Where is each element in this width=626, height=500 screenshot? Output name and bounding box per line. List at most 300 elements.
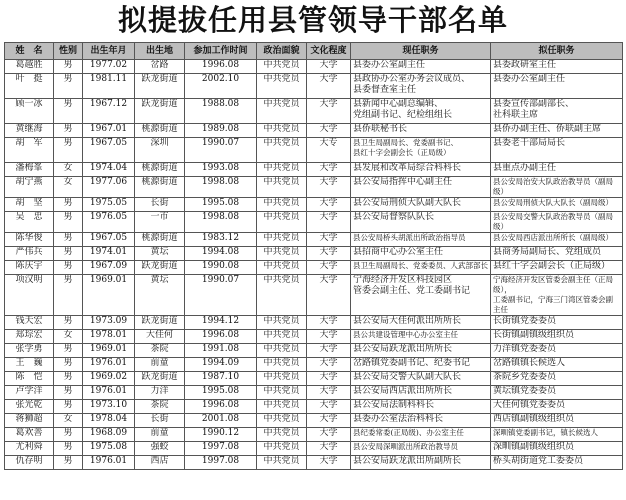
cell-current-post [351, 99, 491, 124]
cell-gender: 男 [54, 428, 83, 442]
table-row [5, 198, 623, 212]
cell-proposed-post [491, 344, 623, 358]
cell-birthplace: 桃源街道 [135, 163, 185, 177]
cell-birth: 1973.09 [83, 316, 135, 330]
post-line: 党组副书记、纪检组组长 [353, 110, 453, 120]
cell-birth: 1967.01 [83, 124, 135, 138]
cell-party: 中共党员 [257, 233, 307, 247]
cell-birthplace: 长街 [135, 198, 185, 212]
cell-current-post [351, 163, 491, 177]
cell-birthplace: 茶院 [135, 344, 185, 358]
cell-gender: 女 [54, 330, 83, 344]
cell-party: 中共党员 [257, 60, 307, 74]
cell-birthplace: 跃龙街道 [135, 99, 185, 124]
cell-birth: 1974.04 [83, 163, 135, 177]
cell-proposed-post [491, 212, 623, 233]
table-row [5, 316, 623, 330]
post-line: 县红十字会副会长（正局级） [493, 261, 611, 271]
cell-name: 卢学洋 [5, 386, 54, 400]
post-line: 县公安局指挥中心副主任 [353, 177, 453, 187]
cell-party: 中共党员 [257, 275, 307, 316]
cell-birthplace: 桃源街道 [135, 233, 185, 247]
post-line: 长街镇党委委员 [493, 316, 557, 326]
post-line: 县委办公室副主任 [493, 74, 566, 84]
cell-name: 葛越胜 [5, 60, 54, 74]
cell-proposed-post [491, 442, 623, 456]
cell-birth: 1978.04 [83, 414, 135, 428]
post-line: 县公安局西店派出所所长（副局级） [493, 233, 613, 242]
cell-birth: 1968.09 [83, 428, 135, 442]
cell-current-post [351, 358, 491, 372]
cell-proposed-post [491, 74, 623, 99]
cell-gender: 男 [54, 344, 83, 358]
cell-name: 张光乾 [5, 400, 54, 414]
post-line: 县委办公室法治科科长 [353, 414, 444, 424]
cell-name: 蒋狮超 [5, 414, 54, 428]
cell-current-post [351, 344, 491, 358]
cell-birth: 1981.11 [83, 74, 135, 99]
cell-party: 中共党员 [257, 442, 307, 456]
cell-proposed-post [491, 60, 623, 74]
cell-gender: 男 [54, 247, 83, 261]
cell-proposed-post [491, 275, 623, 316]
cell-gender: 男 [54, 74, 83, 99]
cell-education: 大学 [307, 74, 351, 99]
cell-birth: 1967.05 [83, 233, 135, 247]
cell-work-start: 2002.10 [185, 74, 257, 99]
cell-gender: 男 [54, 316, 83, 330]
cell-birthplace: 跃龙街道 [135, 261, 185, 275]
cell-name: 陈庆宇 [5, 261, 54, 275]
cell-party: 中共党员 [257, 74, 307, 99]
cell-proposed-post [491, 330, 623, 344]
table-row [5, 177, 623, 198]
post-line: 大佳何镇党委委员 [493, 400, 566, 410]
cell-education: 大学 [307, 124, 351, 138]
cell-gender: 男 [54, 442, 83, 456]
cell-birthplace: 跃龙街道 [135, 74, 185, 99]
cell-name: 严伟兵 [5, 247, 54, 261]
post-line: 县招商中心办公室主任 [353, 247, 444, 257]
cell-birth: 1976.05 [83, 212, 135, 233]
table-row [5, 456, 623, 470]
cell-proposed-post [491, 247, 623, 261]
table-row [5, 163, 623, 177]
cell-education: 大学 [307, 99, 351, 124]
cell-gender: 女 [54, 177, 83, 198]
cell-work-start: 1994.12 [185, 316, 257, 330]
cell-name: 葛欢善 [5, 428, 54, 442]
cell-gender: 男 [54, 138, 83, 163]
post-line: 岔路镇党委副书记、纪委书记 [353, 358, 471, 368]
post-line: 县委老干部局局长 [493, 138, 566, 148]
cell-gender: 男 [54, 212, 83, 233]
header-name: 姓 名 [5, 43, 54, 60]
cell-gender: 男 [54, 261, 83, 275]
cell-birth: 1969.01 [83, 275, 135, 316]
cell-gender: 男 [54, 60, 83, 74]
cell-birthplace: 强蛟 [135, 442, 185, 456]
cell-current-post [351, 442, 491, 456]
post-line: 县委宣传部副部长、 [493, 99, 575, 109]
cell-birth: 1976.01 [83, 358, 135, 372]
header-birthplace: 出生地 [135, 43, 185, 60]
table-row [5, 372, 623, 386]
cell-education: 大学 [307, 247, 351, 261]
cell-birthplace: 黄坛 [135, 247, 185, 261]
post-line: 县委办公室副主任 [353, 60, 426, 70]
cell-party: 中共党员 [257, 247, 307, 261]
cell-proposed-post [491, 163, 623, 177]
table-row [5, 99, 623, 124]
table-row [5, 386, 623, 400]
post-line: 县公安局深甽派出所政治教导员 [353, 442, 458, 451]
table-row [5, 60, 623, 74]
cell-party: 中共党员 [257, 414, 307, 428]
cell-proposed-post [491, 99, 623, 124]
cell-work-start: 1996.08 [185, 60, 257, 74]
post-line: 县新闻中心副总编辑、 [353, 99, 444, 109]
cell-gender: 男 [54, 99, 83, 124]
post-line: 县政协办公室办务会议成员、 [353, 74, 471, 84]
cell-current-post [351, 316, 491, 330]
cell-name: 胡宁燕 [5, 177, 54, 198]
post-line: 县公安局督察队队长 [353, 212, 435, 222]
post-line: 深甽镇党委副书记，镇长候选人 [493, 428, 598, 437]
post-line: 桥头胡街道党工委委员 [493, 456, 584, 466]
cell-gender: 男 [54, 386, 83, 400]
cell-work-start: 1989.08 [185, 124, 257, 138]
cell-current-post [351, 74, 491, 99]
post-line: 县商务局副局长、党组成员 [493, 247, 602, 257]
table-row [5, 261, 623, 275]
cell-birth: 1976.01 [83, 456, 135, 470]
header-work-start: 参加工作时间 [185, 43, 257, 60]
cell-name: 张学勇 [5, 344, 54, 358]
post-line: 宁海经济开发区科技园区 [353, 275, 453, 285]
table-row [5, 124, 623, 138]
cell-education: 大学 [307, 233, 351, 247]
cell-work-start: 1996.08 [185, 330, 257, 344]
cell-name: 项汉明 [5, 275, 54, 316]
cell-current-post [351, 428, 491, 442]
post-line: 县委政研室主任 [493, 60, 557, 70]
cell-birthplace: 前童 [135, 358, 185, 372]
cell-work-start: 1997.08 [185, 456, 257, 470]
cell-name: 仇存明 [5, 456, 54, 470]
table-row [5, 212, 623, 233]
cell-name: 顾一冰 [5, 99, 54, 124]
cell-proposed-post [491, 386, 623, 400]
cell-name: 胡 坚 [5, 198, 54, 212]
cell-education: 大学 [307, 163, 351, 177]
cell-gender: 男 [54, 400, 83, 414]
post-line: 县公共建设管理中心办公室主任 [353, 330, 458, 339]
cell-gender: 男 [54, 358, 83, 372]
cell-gender: 男 [54, 275, 83, 316]
cell-current-post [351, 456, 491, 470]
cell-party: 中共党员 [257, 330, 307, 344]
cell-current-post [351, 247, 491, 261]
cell-work-start: 1994.09 [185, 358, 257, 372]
cell-current-post [351, 198, 491, 212]
cell-gender: 男 [54, 198, 83, 212]
cell-party: 中共党员 [257, 358, 307, 372]
table-body [5, 60, 623, 470]
table-row [5, 344, 623, 358]
cell-party: 中共党员 [257, 198, 307, 212]
cell-proposed-post [491, 316, 623, 330]
cell-birth: 1973.10 [83, 400, 135, 414]
table-row [5, 275, 623, 316]
cell-proposed-post [491, 400, 623, 414]
cell-party: 中共党员 [257, 99, 307, 124]
cell-education: 大学 [307, 261, 351, 275]
post-line: 县发展和改革局综合科科长 [353, 163, 462, 173]
cell-birth: 1978.01 [83, 330, 135, 344]
page-title: 拟提拔任用县管领导干部名单 [117, 3, 508, 37]
table-row [5, 233, 623, 247]
table-row [5, 330, 623, 344]
cell-party: 中共党员 [257, 163, 307, 177]
cell-name: 王 巍 [5, 358, 54, 372]
post-line: 长街镇副镇级组织员 [493, 330, 575, 340]
cell-birth: 1977.06 [83, 177, 135, 198]
table-row [5, 414, 623, 428]
table-row [5, 138, 623, 163]
post-line: 县公安局交警大队副大队长 [353, 372, 462, 382]
cell-proposed-post [491, 138, 623, 163]
cadre-table [4, 42, 623, 470]
cell-birth: 1975.08 [83, 442, 135, 456]
post-line: 社科联主席 [493, 110, 539, 120]
post-line: 县公安局大佳何派出所所长 [353, 316, 462, 326]
cell-education: 大学 [307, 400, 351, 414]
header-gender: 性别 [54, 43, 83, 60]
cell-work-start: 1991.08 [185, 344, 257, 358]
cell-birth: 1967.05 [83, 138, 135, 163]
cell-work-start: 1996.08 [185, 400, 257, 414]
cell-work-start: 1997.08 [185, 442, 257, 456]
cell-proposed-post [491, 358, 623, 372]
post-line: 县公安局法制科科长 [353, 400, 435, 410]
cell-birthplace: 一市 [135, 212, 185, 233]
cell-work-start: 1988.08 [185, 99, 257, 124]
cell-gender: 女 [54, 163, 83, 177]
cell-party: 中共党员 [257, 344, 307, 358]
cell-current-post [351, 177, 491, 198]
cell-birth: 1969.02 [83, 372, 135, 386]
cell-name: 陈华俊 [5, 233, 54, 247]
cell-name: 吴 忠 [5, 212, 54, 233]
post-line: 县公安局治安大队政治教导员（副局级） [493, 177, 613, 196]
cell-party: 中共党员 [257, 456, 307, 470]
cell-party: 中共党员 [257, 261, 307, 275]
cell-name: 尤利舜 [5, 442, 54, 456]
cell-current-post [351, 212, 491, 233]
cell-current-post [351, 138, 491, 163]
cell-birth: 1976.01 [83, 386, 135, 400]
cell-name: 叶 挺 [5, 74, 54, 99]
cell-birthplace: 岔路 [135, 60, 185, 74]
cell-birthplace: 力洋 [135, 386, 185, 400]
cell-birthplace: 深圳 [135, 138, 185, 163]
cell-current-post [351, 386, 491, 400]
cell-party: 中共党员 [257, 400, 307, 414]
cell-proposed-post [491, 372, 623, 386]
post-line: 县公安局跃龙派出所副所长 [353, 456, 462, 466]
cell-name: 黄继海 [5, 124, 54, 138]
cell-proposed-post [491, 124, 623, 138]
cell-proposed-post [491, 414, 623, 428]
cell-education: 大学 [307, 414, 351, 428]
cell-work-start: 1990.07 [185, 138, 257, 163]
cell-work-start: 1983.12 [185, 233, 257, 247]
cell-birth: 1977.02 [83, 60, 135, 74]
cell-birthplace: 黄坛 [135, 275, 185, 316]
post-line: 深甽镇副镇级组织员 [493, 442, 575, 452]
cell-birth: 1967.12 [83, 99, 135, 124]
cell-birthplace: 长街 [135, 414, 185, 428]
cell-party: 中共党员 [257, 316, 307, 330]
cell-gender: 男 [54, 233, 83, 247]
cell-proposed-post [491, 233, 623, 247]
cell-party: 中共党员 [257, 428, 307, 442]
post-line: 管委会副主任、党工委副书记 [353, 286, 471, 296]
cell-education: 大学 [307, 344, 351, 358]
header-education: 文化程度 [307, 43, 351, 60]
post-line: 县公安局跃龙派出所所长 [353, 344, 453, 354]
cell-birth: 1969.01 [83, 344, 135, 358]
cell-party: 中共党员 [257, 138, 307, 163]
cell-education: 大学 [307, 456, 351, 470]
cell-gender: 男 [54, 372, 83, 386]
cell-current-post [351, 400, 491, 414]
cell-education: 大学 [307, 386, 351, 400]
table-row [5, 400, 623, 414]
cell-name: 郑琮宏 [5, 330, 54, 344]
cell-work-start: 1990.07 [185, 275, 257, 316]
table-row [5, 358, 623, 372]
post-line: 县公安局桥头胡派出所政治指导员 [353, 233, 466, 242]
cell-current-post [351, 261, 491, 275]
cell-education: 大学 [307, 442, 351, 456]
table-row [5, 442, 623, 456]
cell-current-post [351, 60, 491, 74]
cell-gender: 女 [54, 414, 83, 428]
cell-current-post [351, 372, 491, 386]
cell-proposed-post [491, 261, 623, 275]
cell-work-start: 2001.08 [185, 414, 257, 428]
cell-birthplace: 茶院 [135, 400, 185, 414]
post-line: 县重点办副主任 [493, 163, 557, 173]
cell-education: 大学 [307, 316, 351, 330]
header-birth: 出生年月 [83, 43, 135, 60]
cell-education: 大学 [307, 358, 351, 372]
cell-party: 中共党员 [257, 177, 307, 198]
cell-birthplace: 西店 [135, 456, 185, 470]
cell-education: 大学 [307, 177, 351, 198]
cell-proposed-post [491, 428, 623, 442]
cell-education: 大学 [307, 198, 351, 212]
cell-party: 中共党员 [257, 386, 307, 400]
cell-birthplace: 大佳何 [135, 330, 185, 344]
cell-proposed-post [491, 456, 623, 470]
cell-education: 大学 [307, 212, 351, 233]
post-line: 县侨联秘书长 [353, 124, 408, 134]
cell-work-start: 1990.12 [185, 428, 257, 442]
cell-name: 钱天宏 [5, 316, 54, 330]
cell-education: 大学 [307, 60, 351, 74]
cell-party: 中共党员 [257, 124, 307, 138]
table-row [5, 247, 623, 261]
header-current-post: 现任职务 [351, 43, 491, 60]
cell-education: 大学 [307, 330, 351, 344]
post-line: 县卫生局副局长、党委副书记、 [353, 138, 458, 147]
cell-work-start: 1998.08 [185, 212, 257, 233]
cell-education: 大学 [307, 275, 351, 316]
cell-work-start: 1995.08 [185, 386, 257, 400]
post-line: 工委副书记，宁海三门湾区管委会副主任 [493, 295, 613, 314]
cell-education: 大学 [307, 428, 351, 442]
cell-current-post [351, 330, 491, 344]
cell-birth: 1974.01 [83, 247, 135, 261]
post-line: 茶院乡党委委员 [493, 372, 557, 382]
post-line: 县卫生局副局长、党委委员、人武部部长 [353, 261, 488, 270]
cell-party: 中共党员 [257, 212, 307, 233]
post-line: 县纪委常委(正局级)、办公室主任 [353, 428, 464, 437]
post-line: 力洋镇党委委员 [493, 344, 557, 354]
cell-name: 胡 军 [5, 138, 54, 163]
cell-birth: 1975.05 [83, 198, 135, 212]
cell-name: 潘梅峯 [5, 163, 54, 177]
cell-current-post [351, 275, 491, 316]
header-proposed-post: 拟任职务 [491, 43, 623, 60]
cell-birthplace: 前童 [135, 428, 185, 442]
post-line: 县委督查室主任 [353, 85, 417, 95]
post-line: 县公安局交警大队政治教导员（副局级） [493, 212, 613, 231]
cell-current-post [351, 414, 491, 428]
cell-proposed-post [491, 177, 623, 198]
cell-work-start: 1990.08 [185, 261, 257, 275]
cell-work-start: 1993.08 [185, 163, 257, 177]
post-line: 县公安局刑侦大队大队长（副局级） [493, 198, 613, 207]
cell-birthplace: 桃源街道 [135, 124, 185, 138]
cell-name: 陈 恺 [5, 372, 54, 386]
post-line: 县侨办副主任、侨联副主席 [493, 124, 602, 134]
cell-party: 中共党员 [257, 372, 307, 386]
cell-current-post [351, 124, 491, 138]
cell-gender: 男 [54, 124, 83, 138]
header-party: 政治面貌 [257, 43, 307, 60]
post-line: 岔路镇镇长候选人 [493, 358, 566, 368]
cell-work-start: 1987.10 [185, 372, 257, 386]
cell-gender: 男 [54, 456, 83, 470]
cell-education: 大专 [307, 138, 351, 163]
post-line: 黄坛镇党委委员 [493, 386, 557, 396]
post-line: 西店镇副镇级组织员 [493, 414, 575, 424]
cell-work-start: 1998.08 [185, 177, 257, 198]
post-line: 县公安局西店派出所所长 [353, 386, 453, 396]
table-header-row [5, 43, 623, 60]
table-row [5, 74, 623, 99]
cell-current-post [351, 233, 491, 247]
cell-birthplace: 跃龙街道 [135, 372, 185, 386]
cell-birthplace: 桃源街道 [135, 177, 185, 198]
post-line: 宁海经济开发区管委会副主任（正局级）， [493, 275, 613, 294]
post-line: 县公安局刑侦大队副大队长 [353, 198, 462, 208]
cell-work-start: 1995.08 [185, 198, 257, 212]
